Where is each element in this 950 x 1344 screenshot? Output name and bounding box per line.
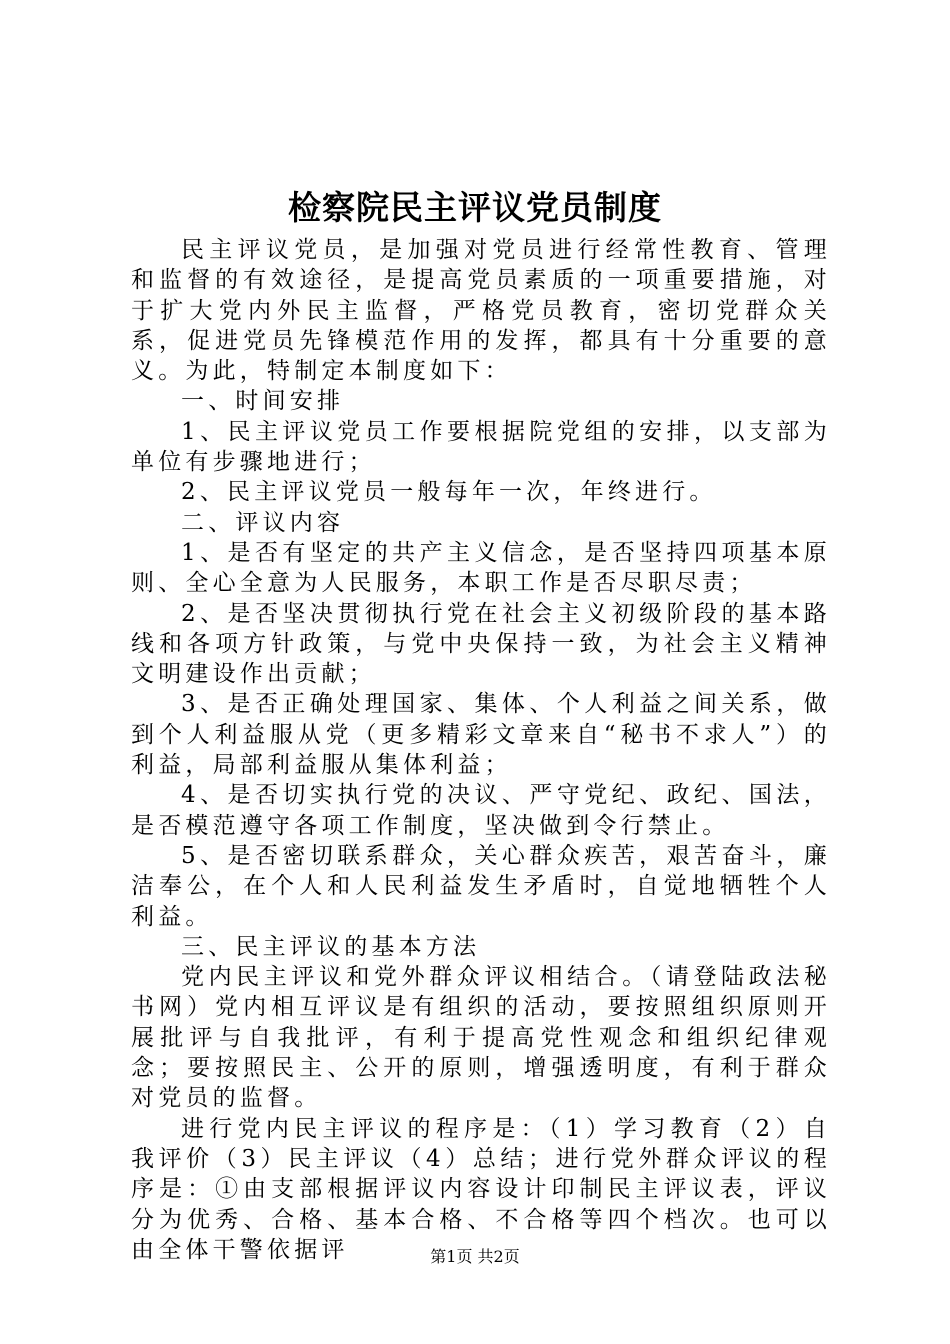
paragraph-content-5: 5、是否密切联系群众，关心群众疾苦，艰苦奋斗，廉洁奉公，在个人和人民利益发生矛盾时，自觉地牺牲个人利益。	[131, 842, 831, 930]
section-heading-content: 二、评议内容	[181, 509, 345, 536]
paragraph-time-1: 1、民主评议党员工作要根据院党组的安排，以支部为单位有步骤地进行；	[131, 418, 831, 476]
paragraph-content-3: 3、是否正确处理国家、集体、个人利益之间关系，做到个人利益服从党（更多精彩文章来自“秘书不求人”）的利益，局部利益服从集体利益；	[131, 691, 831, 779]
document-title: 检察院民主评议党员制度	[288, 188, 662, 227]
page-footer: 第1页 共2页	[430, 1247, 520, 1266]
paragraph-time-2: 2、民主评议党员一般每年一次，年终进行。	[181, 479, 717, 506]
paragraph-intro: 民主评议党员，是加强对党员进行经常性教育、管理和监督的有效途径，是提高党员素质的一项重要措施，对于扩大党内外民主监督，严格党员教育，密切党群众关系，促进党员先锋模范作用的发挥，都具有十分重要的意义。为此，特制定本制度如下：	[131, 237, 831, 385]
section-heading-time: 一、时间安排	[181, 388, 345, 415]
paragraph-content-2: 2、是否坚决贯彻执行党在社会主义初级阶段的基本路线和各项方针政策，与党中央保持一致，为社会主义精神文明建设作出贡献；	[131, 600, 831, 688]
paragraph-content-4: 4、是否切实执行党的决议、严守党纪、政纪、国法，是否模范遵守各项工作制度，坚决做到令行禁止。	[131, 782, 831, 839]
paragraph-method-2: 进行党内民主评议的程序是：（1）学习教育（2）自我评价（3）民主评议（4）总结；进行党外群众评议的程序是：①由支部根据评议内容设计印制民主评议表，评议分为优秀、合格、基本合格、不合格等四个档次。也可以由全体干警依据评	[131, 1115, 831, 1263]
section-heading-method: 三、民主评议的基本方法	[181, 933, 481, 960]
paragraph-method-1: 党内民主评议和党外群众评议相结合。（请登陆政法秘书网）党内相互评议是有组织的活动，要按照组织原则开展批评与自我批评，有利于提高党性观念和组织纪律观念；要按照民主、公开的原则，增强透明度，有利于群众对党员的监督。	[131, 964, 831, 1112]
document-body	[131, 235, 831, 1265]
paragraph-content-1: 1、是否有坚定的共产主义信念，是否坚持四项基本原则、全心全意为人民服务，本职工作是否尽职尽责；	[131, 539, 831, 597]
